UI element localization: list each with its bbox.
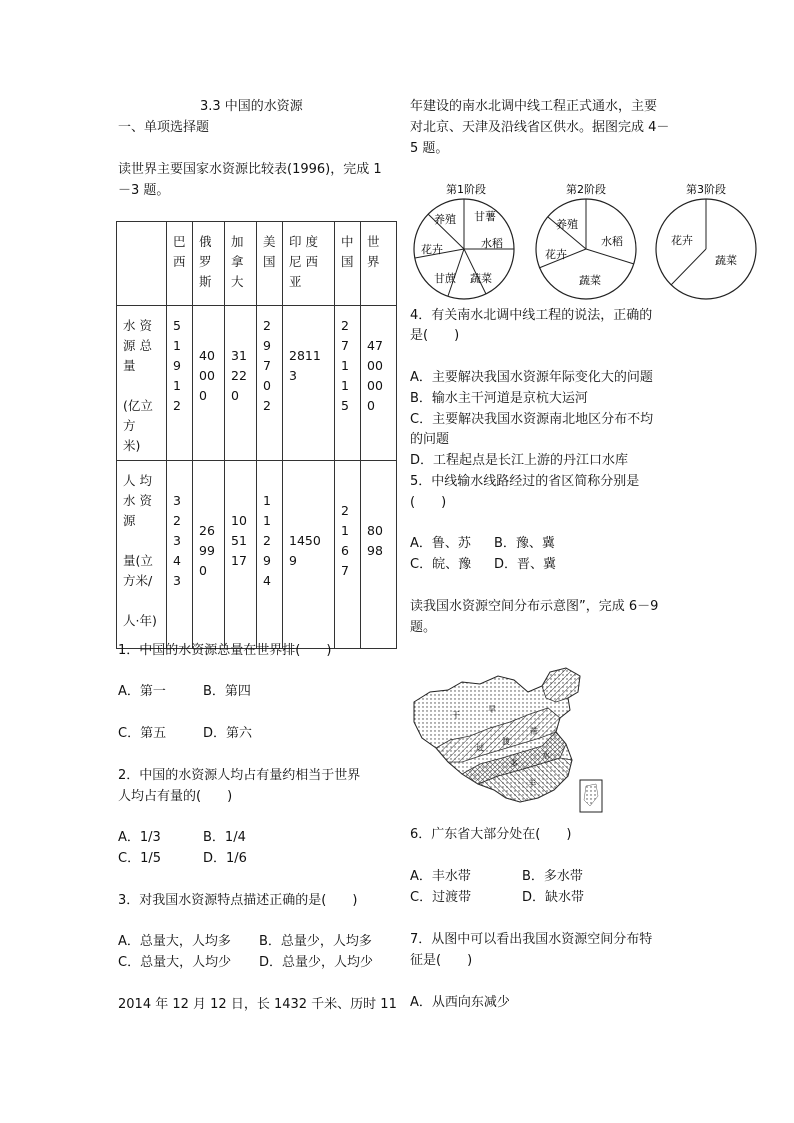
q5-stem-line-1: 5．中线输水线路经过的省区简称分别是 bbox=[410, 474, 640, 489]
row-total-label: 水 资 源 总 量 (亿立 方 米) bbox=[117, 306, 167, 461]
intro-2-line-4: 5 题。 bbox=[410, 141, 449, 156]
header-canada: 加 拿 大 bbox=[225, 222, 257, 306]
water-resources-table bbox=[116, 221, 397, 649]
q3-option-c: C．总量大，人均少 bbox=[118, 955, 232, 970]
stage-1-label: 蔬菜 bbox=[470, 272, 492, 285]
q5-option-b: B．豫、冀 bbox=[494, 536, 555, 551]
land-use-stages-diagram bbox=[408, 178, 762, 304]
section-heading: 一、单项选择题 bbox=[118, 120, 210, 135]
stage-2-label: 水稻 bbox=[601, 235, 623, 248]
q6-option-b: B．多水带 bbox=[522, 869, 583, 884]
q1-stem: 1．中国的水资源总量在世界排( ) bbox=[118, 643, 332, 658]
stage-2-label: 养殖 bbox=[556, 218, 578, 231]
map-label: 带 bbox=[530, 727, 538, 736]
stage-1-label: 甘蔗 bbox=[434, 272, 456, 285]
table-cell: 2 9 7 0 2 bbox=[257, 306, 283, 461]
table-cell: 5 1 9 1 2 bbox=[167, 306, 193, 461]
q2-option-b: B．1/4 bbox=[203, 830, 246, 845]
q7-stem-line-1: 7．从图中可以看出我国水资源空间分布特 bbox=[410, 932, 653, 947]
q1-option-b: B．第四 bbox=[203, 684, 251, 699]
header-brazil: 巴 西 bbox=[167, 222, 193, 306]
map-label: 过 bbox=[476, 743, 484, 752]
stage-1-label: 养殖 bbox=[434, 213, 456, 226]
row-per-capita-label: 人 均 水 资 源 量(立 方米/ 人·年) bbox=[117, 461, 167, 649]
intro-2-line-3: 对北京、天津及沿线省区供水。据图完成 4－ bbox=[410, 120, 670, 135]
map-label: 旱 bbox=[488, 705, 496, 714]
q3-option-b: B．总量少，人均多 bbox=[259, 934, 372, 949]
table-cell: 40 00 0 bbox=[193, 306, 225, 461]
stage-3-label: 花卉 bbox=[671, 234, 693, 247]
map-label: 干 bbox=[452, 711, 460, 720]
q4-option-b: B．输水主干河道是京杭大运河 bbox=[410, 391, 588, 406]
map-label: 水 bbox=[542, 751, 550, 760]
q7-stem-line-2: 征是( ) bbox=[410, 953, 473, 968]
china-water-map bbox=[410, 662, 606, 817]
intro-1-line-1: 读世界主要国家水资源比较表(1996)，完成 1 bbox=[118, 162, 382, 177]
table-cell: 10 51 17 bbox=[225, 461, 257, 649]
q4-stem-line-1: 4．有关南水北调中线工程的说法，正确的 bbox=[410, 308, 653, 323]
table-cell: 26 99 0 bbox=[193, 461, 225, 649]
intro-2-line-1: 2014 年 12 月 12 日，长 1432 千米、历时 11 bbox=[118, 997, 397, 1012]
header-world: 世 界 bbox=[361, 222, 397, 306]
stage-3-label: 蔬菜 bbox=[715, 254, 737, 267]
table-cell: 80 98 bbox=[361, 461, 397, 649]
table-cell: 1450 9 bbox=[283, 461, 335, 649]
q1-option-a: A．第一 bbox=[118, 684, 166, 699]
stage-1-label: 水稻 bbox=[481, 237, 503, 250]
q4-option-d: D．工程起点是长江上游的丹江口水库 bbox=[410, 453, 629, 468]
q6-option-d: D．缺水带 bbox=[522, 890, 585, 905]
intro-3-line-2: 题。 bbox=[410, 620, 437, 635]
table-cell: 2811 3 bbox=[283, 306, 335, 461]
table-cell: 47 00 00 0 bbox=[361, 306, 397, 461]
table-cell: 1 1 2 9 4 bbox=[257, 461, 283, 649]
header-indonesia: 印 度 尼 西 亚 bbox=[283, 222, 335, 306]
q5-stem-line-2: ( ) bbox=[410, 495, 447, 510]
q5-option-a: A．鲁、苏 bbox=[410, 536, 471, 551]
stage-3-title: 第3阶段 bbox=[686, 183, 726, 196]
header-china: 中 国 bbox=[335, 222, 361, 306]
map-label: 丰 bbox=[528, 779, 536, 788]
stage-1-label: 花卉 bbox=[421, 243, 443, 256]
stage-1-title: 第1阶段 bbox=[446, 183, 486, 196]
northeast-region bbox=[542, 668, 580, 702]
q4-option-c-line-1: C．主要解决我国水资源南北地区分布不均 bbox=[410, 412, 654, 427]
stage-2-title: 第2阶段 bbox=[566, 183, 606, 196]
page-title: 3.3 中国的水资源 bbox=[200, 99, 303, 114]
map-label: 多 bbox=[510, 759, 518, 768]
header-usa: 美 国 bbox=[257, 222, 283, 306]
q1-option-c: C．第五 bbox=[118, 726, 167, 741]
q2-stem-line-1: 2．中国的水资源人均占有量约相当于世界 bbox=[118, 768, 361, 783]
q5-option-d: D．晋、冀 bbox=[494, 557, 557, 572]
table-cell: 3 2 3 4 3 bbox=[167, 461, 193, 649]
q2-stem-line-2: 人均占有量的( ) bbox=[118, 789, 233, 804]
q2-option-c: C．1/5 bbox=[118, 851, 161, 866]
q3-option-a: A．总量大，人均多 bbox=[118, 934, 231, 949]
q2-option-d: D．1/6 bbox=[203, 851, 247, 866]
q1-option-d: D．第六 bbox=[203, 726, 253, 741]
q3-stem: 3．对我国水资源特点描述正确的是( ) bbox=[118, 893, 358, 908]
q5-option-c: C．皖、豫 bbox=[410, 557, 472, 572]
intro-1-line-2: －3 题。 bbox=[118, 183, 170, 198]
intro-3-line-1: 读我国水资源空间分布示意图”，完成 6－9 bbox=[410, 599, 659, 614]
table-cell: 2 7 1 1 5 bbox=[335, 306, 361, 461]
q4-stem-line-2: 是( ) bbox=[410, 328, 460, 343]
intro-2-line-2: 年建设的南水北调中线工程正式通水，主要 bbox=[410, 99, 658, 114]
q7-option-a: A．从西向东减少 bbox=[410, 995, 510, 1010]
q6-option-a: A．丰水带 bbox=[410, 869, 471, 884]
q6-option-c: C．过渡带 bbox=[410, 890, 472, 905]
q3-option-d: D．总量少，人均少 bbox=[259, 955, 374, 970]
table-cell: 31 22 0 bbox=[225, 306, 257, 461]
q4-option-c-line-2: 的问题 bbox=[410, 432, 450, 447]
q4-option-a: A．主要解决我国水资源年际变化大的问题 bbox=[410, 370, 653, 385]
stage-2-label: 花卉 bbox=[545, 248, 567, 261]
table-corner-cell bbox=[117, 222, 167, 306]
table-cell: 2 1 6 7 bbox=[335, 461, 361, 649]
stage-2-label: 蔬菜 bbox=[579, 274, 601, 287]
q2-option-a: A．1/3 bbox=[118, 830, 161, 845]
header-russia: 俄 罗 斯 bbox=[193, 222, 225, 306]
map-label: 渡 bbox=[502, 737, 510, 746]
stage-1-label: 甘薯 bbox=[474, 210, 496, 223]
q6-stem: 6．广东省大部分处在( ) bbox=[410, 827, 572, 842]
